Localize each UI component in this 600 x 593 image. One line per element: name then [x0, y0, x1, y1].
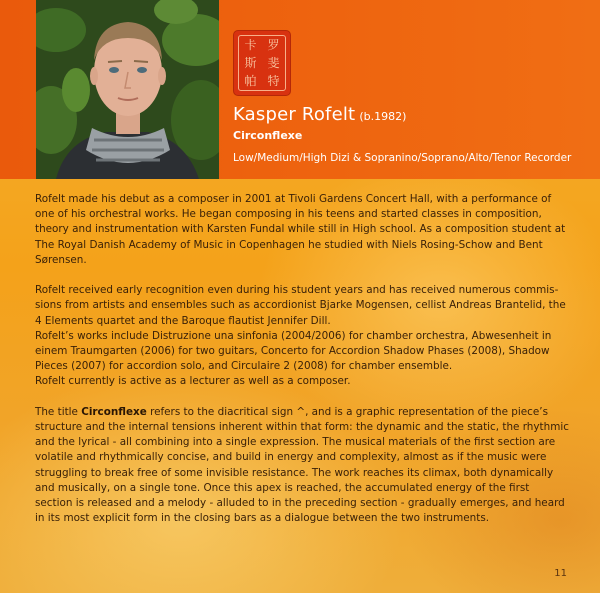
paragraph-recognition: Rofelt received early recognition even during his student years and has received numerous commis-sions from artists and ensembles such as accordionist Bjarke Mogensen, cellist Andreas Brantelid, the 4 Elements quartet and the Baroque flautist Jennifer Dill.: [35, 284, 566, 327]
seal-char: 罗: [267, 38, 280, 52]
seal-char: 帕: [244, 74, 257, 88]
paragraph-debut: Rofelt made his debut as a composer in 2001 at Tivoli Gardens Concert Hall, with a performance of one of his orchestral works. He began composing in his teens and started classes in composition, theory and instrumentation with Karsten Fundal while still in High school. As a composition student at The Royal Danish Academy of Music in Copenhagen he studied with Niels Rosing-Schow and Bent Sørensen.: [35, 193, 566, 266]
seal-char: 斐: [267, 56, 280, 70]
composer-heading: [233, 104, 406, 125]
chinese-name-seal: [233, 30, 291, 96]
paragraph-circonflexe: [35, 405, 570, 527]
paragraph-works: Rofelt’s works include Distruzione una sinfonia (2004/2006) for chamber orchestra, Abwesenheit in einem Traumgarten (2006) for two guitars, Concerto for Accordion Shadow Phases (2008), Shadow Pieces (2007) for accordion solo, and Circulaire 2 (2008) for chamber ensemble.: [35, 329, 552, 373]
portrait-image: [36, 0, 219, 179]
seal-char: 斯: [244, 56, 257, 70]
page-number: 11: [554, 568, 567, 579]
paragraph-current: Rofelt currently is active as a lecturer as well as a composer.: [35, 375, 351, 388]
seal-char: 特: [267, 74, 280, 88]
work-title-inline: Circonflexe: [81, 405, 147, 418]
text-run: refers to the diacritical sign ^, and is a graphic representation of the piece’s structure and the internal tensions inherent within that form: the dynamic and the static, the rhythmic and the lyrical - all combining into a single expression. The musical materials of the first section are volatile and rhythmically concise, and build in energy and complexity, almost as if the music were struggling to break free of some invisible resistance. The work reaches its climax, both dynamically and musically, on a single tone. Once this apex is reached, the accumulated energy of the first section is released and a melody - alluded to in the preceding section - gradually emerges, and heard in its most explicit form in the closing bars as a dialogue between the two instruments.: [35, 405, 569, 525]
seal-char: 卡: [244, 38, 257, 52]
composer-portrait: [36, 0, 219, 179]
work-title: Circonflexe: [233, 129, 303, 142]
header-band: [0, 0, 600, 179]
composer-name: Kasper Rofelt: [233, 104, 356, 125]
composer-birth-year: (b.1982): [359, 110, 407, 123]
instrumentation: Low/Medium/High Dizi & Sopranino/Soprano/Alto/Tenor Recorder: [233, 152, 572, 164]
biography-text: [35, 192, 570, 526]
text-run: The title: [35, 405, 82, 418]
